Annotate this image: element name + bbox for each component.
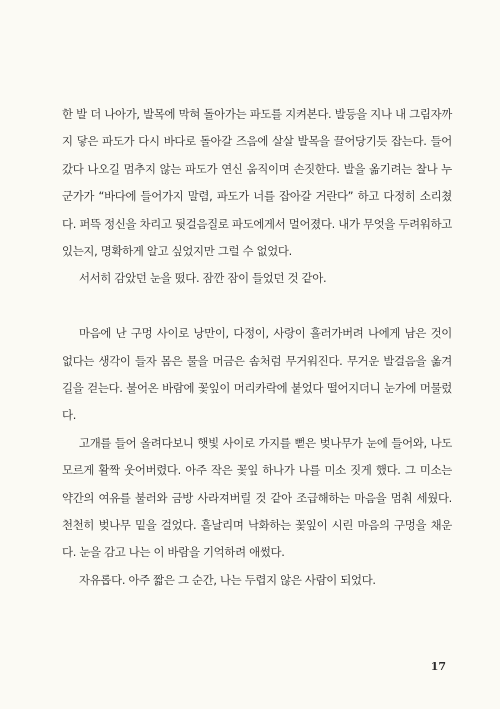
paragraph-3: 마음에 난 구멍 사이로 낭만이, 다정이, 사랑이 흘러가버려 나에게 남은 것이 없다는 생각이 들자 몸은 물을 머금은 솜처럼 무거워진다. 무거운 발걸음을 옮겨 길을 걷는다. 불어온 바람에 꽃잎이 머리카락에 붙었다 떨어지더니 눈가에 머물렀다. <box>62 326 452 423</box>
paragraph-5: 자유롭다. 아주 짧은 그 순간, 나는 두렵지 않은 사람이 되었다. <box>79 572 376 587</box>
section-break <box>62 293 452 320</box>
paragraph-4: 고개를 들어 올려다보니 햇빛 사이로 가지를 뻗은 벚나무가 눈에 들어와, 나도 모르게 활짝 웃어버렸다. 아주 작은 꽃잎 하나가 나를 미소 짓게 했다. 그 미소는 약간의 여유를 불러와 금방 사라져버릴 것 같아 조급해하는 마음을 멈춰 세웠다. 천천히 벚나무 밑을 걸었다. 흩날리며 낙화하는 꽃잎이 시린 마음의 구멍을 채운다. 눈을 감고 나는 이 바람을 기억하려 애썼다. <box>62 435 452 560</box>
page-number: 17 <box>430 660 446 673</box>
paragraph-2: 서서히 감았던 눈을 떴다. 잠깐 잠이 들었던 것 같아. <box>79 271 327 286</box>
paragraph-1: 한 발 더 나아가, 발목에 막혀 돌아가는 파도를 지켜본다. 발등을 지나 내 그림자까지 닿은 파도가 다시 바다로 돌아갈 즈음에 살살 발목을 끌어당기듯 잡는다. 들어갔다 나오길 멈추지 않는 파도가 연신 움직이며 손짓한다. 발을 옮기려는 찰나 누군가가 “바다에 들어가지 말렴, 파도가 너를 잡아갈 거란다” 하고 다정히 소리쳤다. 퍼뜩 정신을 차리고 뒷걸음질로 파도에게서 멀어졌다. 내가 무엇을 두려워하고 있는지, 명확하게 알고 싶었지만 그럴 수 없었다. <box>62 107 452 259</box>
body-text <box>62 101 452 594</box>
